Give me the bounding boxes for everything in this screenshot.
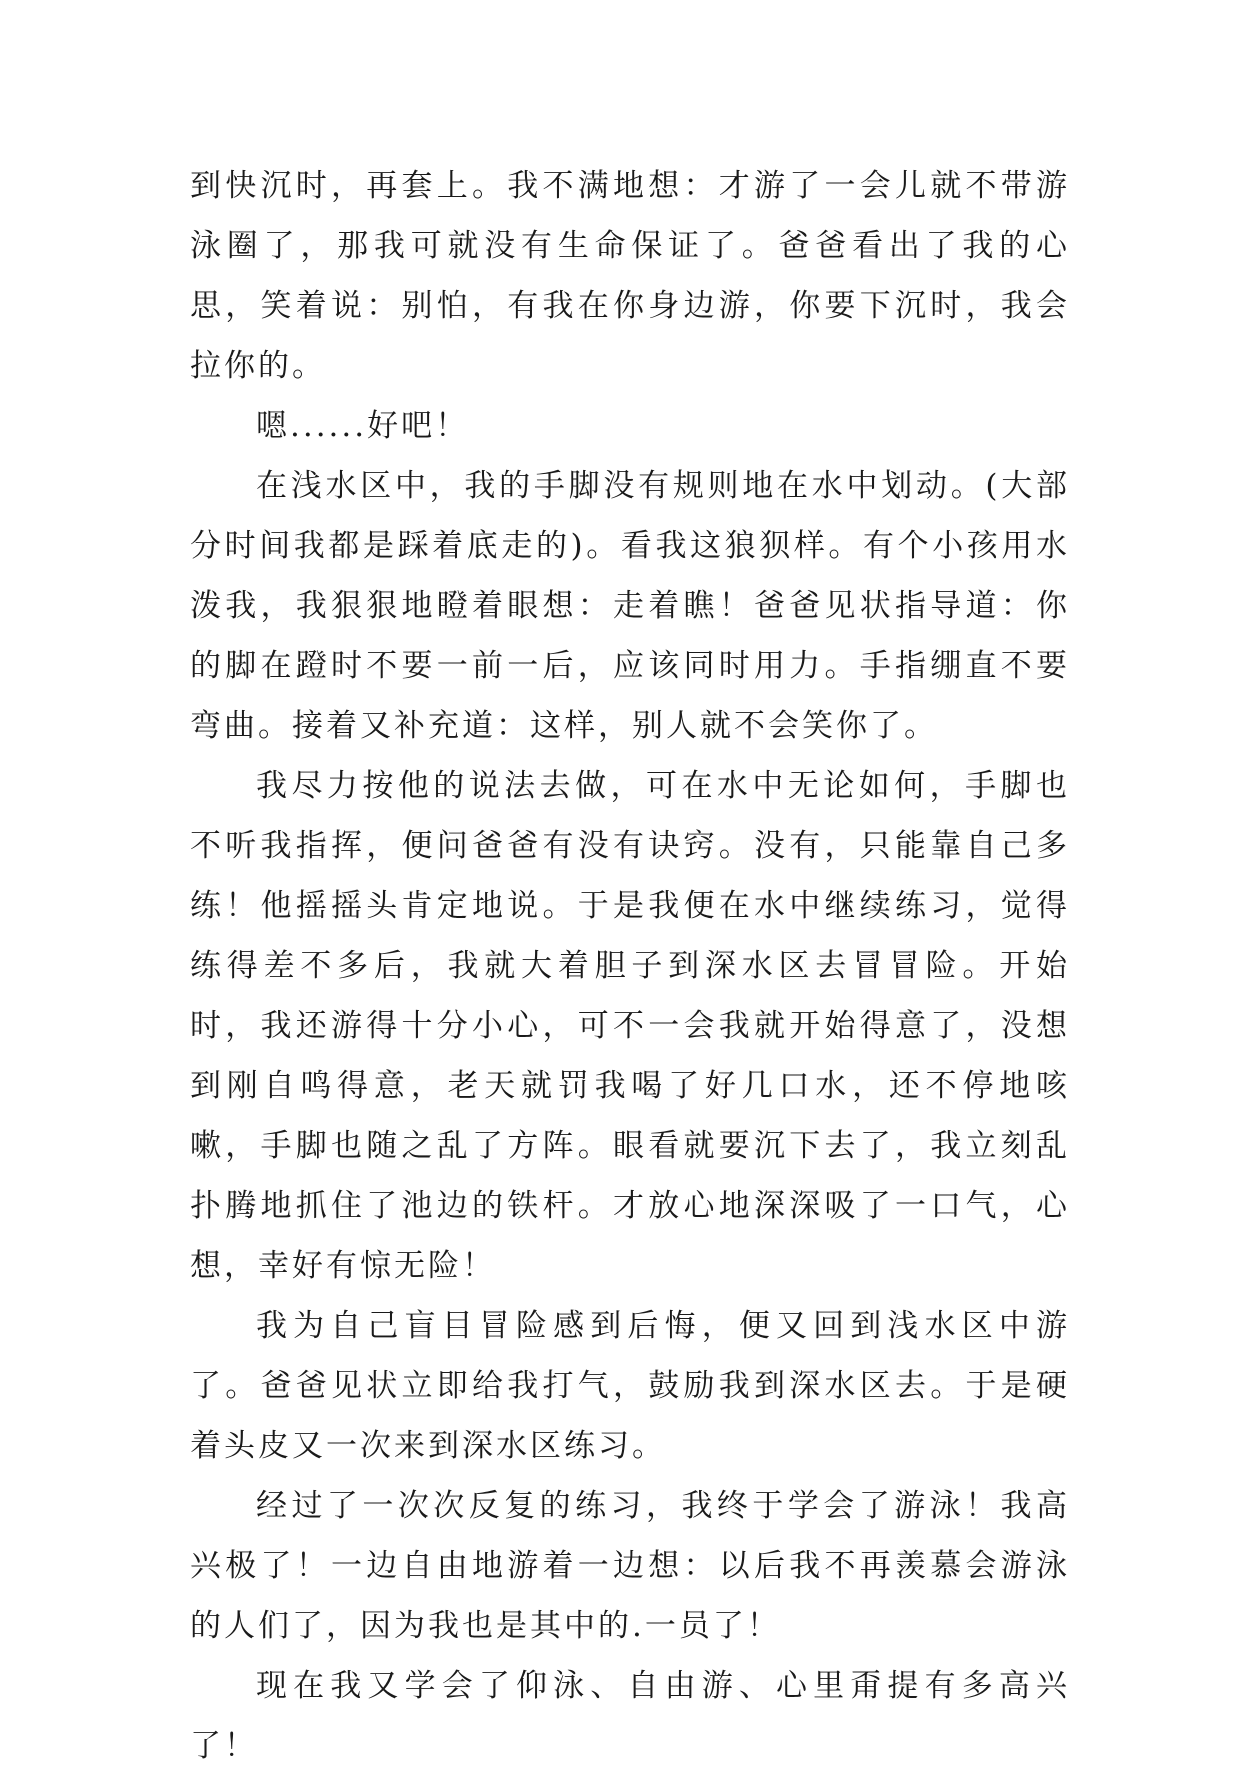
paragraph-4: 我尽力按他的说法去做，可在水中无论如何，手脚也不听我指挥，便问爸爸有没有诀窍。没有，只能靠自己多练！他摇摇头肯定地说。于是我便在水中继续练习，觉得练得差不多后，我就大着胆子到深水区去冒冒险。开始时，我还游得十分小心，可不一会我就开始得意了，没想到刚自鸣得意，老天就罚我喝了好几口水，还不停地咳嗽，手脚也随之乱了方阵。眼看就要沉下去了，我立刻乱扑腾地抓住了池边的铁杆。才放心地深深吸了一口气，心想，幸好有惊无险！ — [190, 768, 1070, 1284]
article-body — [190, 156, 1070, 1776]
paragraph-3: 在浅水区中，我的手脚没有规则地在水中划动。(大部分时间我都是踩着底走的)。看我这狼狈样。有个小孩用水泼我，我狠狠地瞪着眼想：走着瞧！爸爸见状指导道：你的脚在蹬时不要一前一后，应该同时用力。手指绷直不要弯曲。接着又补充道：这样，别人就不会笑你了。 — [190, 468, 1070, 744]
paragraph-6: 经过了一次次反复的练习，我终于学会了游泳！我高兴极了！一边自由地游着一边想：以后我不再羡慕会游泳的人们了，因为我也是其中的.一员了！ — [190, 1488, 1070, 1644]
paragraph-5: 我为自己盲目冒险感到后悔，便又回到浅水区中游了。爸爸见状立即给我打气，鼓励我到深水区去。于是硬着头皮又一次来到深水区练习。 — [190, 1308, 1070, 1464]
paragraph-1: 到快沉时，再套上。我不满地想：才游了一会儿就不带游泳圈了，那我可就没有生命保证了。爸爸看出了我的心思，笑着说：别怕，有我在你身边游，你要下沉时，我会拉你的。 — [190, 168, 1070, 384]
paragraph-7: 现在我又学会了仰泳、自由游、心里甭提有多高兴了！ — [190, 1668, 1070, 1764]
paragraph-2: 嗯......好吧！ — [256, 408, 470, 444]
